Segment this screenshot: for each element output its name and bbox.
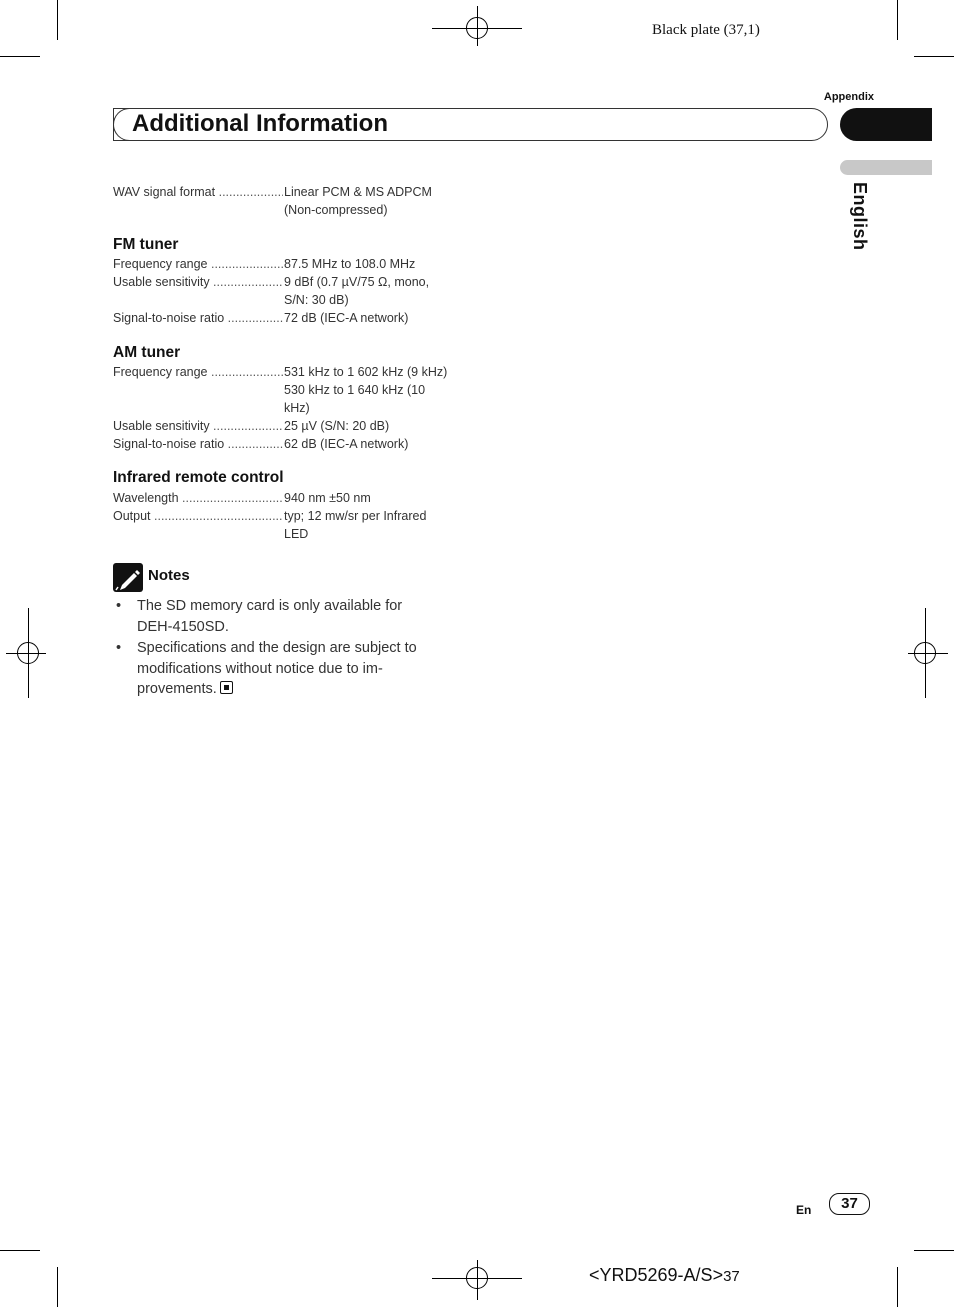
spec-label: Usable sensitivity ..... bbox=[113, 417, 283, 435]
end-mark-icon bbox=[220, 681, 233, 694]
fm-heading: FM tuner bbox=[113, 236, 179, 253]
spec-value: 25 µV (S/N: 20 dB) bbox=[284, 419, 390, 433]
spec-value: 9 dBf (0.7 µV/75 Ω, mono, S/N: 30 dB) bbox=[284, 275, 430, 307]
pencil-icon bbox=[113, 563, 143, 592]
document-code: <YRD5269-A/S>37 bbox=[589, 1265, 740, 1285]
note-item: The SD memory card is only available for DEH-4150SD. bbox=[137, 598, 403, 635]
am-heading: AM tuner bbox=[113, 344, 181, 361]
ir-heading: Infrared remote control bbox=[113, 469, 284, 486]
notes-heading: Notes bbox=[148, 567, 190, 584]
spec-value: 940 nm ±50 nm bbox=[284, 491, 371, 505]
spec-label: Signal-to-noise ratio ..... bbox=[113, 435, 283, 453]
page-language: En bbox=[796, 1203, 812, 1217]
spec-value: typ; 12 mw/sr per Infrared LED bbox=[284, 509, 427, 541]
page-number: 37 bbox=[829, 1193, 870, 1215]
spec-label: Signal-to-noise ratio ..... bbox=[113, 309, 283, 327]
page-title: Additional Information bbox=[132, 110, 388, 137]
spec-value: 87.5 MHz to 108.0 MHz bbox=[284, 257, 416, 271]
bullet-dot: • bbox=[116, 598, 122, 614]
spec-label: Usable sensitivity ..... bbox=[113, 273, 283, 291]
spec-label: Frequency range ..... bbox=[113, 255, 283, 273]
chapter-tab bbox=[840, 108, 932, 141]
spec-value: 530 kHz to 1 640 kHz (10 kHz) bbox=[284, 383, 426, 415]
section-label: Appendix bbox=[823, 91, 874, 103]
spec-label: Output ..... bbox=[113, 507, 283, 525]
spec-value: 72 dB (IEC-A network) bbox=[284, 311, 409, 325]
spec-label: WAV signal format ..... bbox=[113, 183, 283, 201]
spec-value: Linear PCM & MS ADPCM (Non-compressed) bbox=[284, 185, 432, 217]
plate-label: Black plate (37,1) bbox=[652, 22, 760, 38]
language-label: English bbox=[850, 182, 870, 251]
spec-label: Frequency range ..... bbox=[113, 363, 283, 381]
spec-value: 62 dB (IEC-A network) bbox=[284, 437, 409, 451]
language-tab bbox=[840, 160, 932, 175]
note-item: Specifications and the design are subject to modifications without notice due to im-provements. bbox=[137, 640, 417, 697]
bullet-dot: • bbox=[116, 640, 122, 656]
spec-label: Wavelength ..... bbox=[113, 489, 283, 507]
spec-value: 531 kHz to 1 602 kHz (9 kHz) bbox=[284, 365, 448, 379]
